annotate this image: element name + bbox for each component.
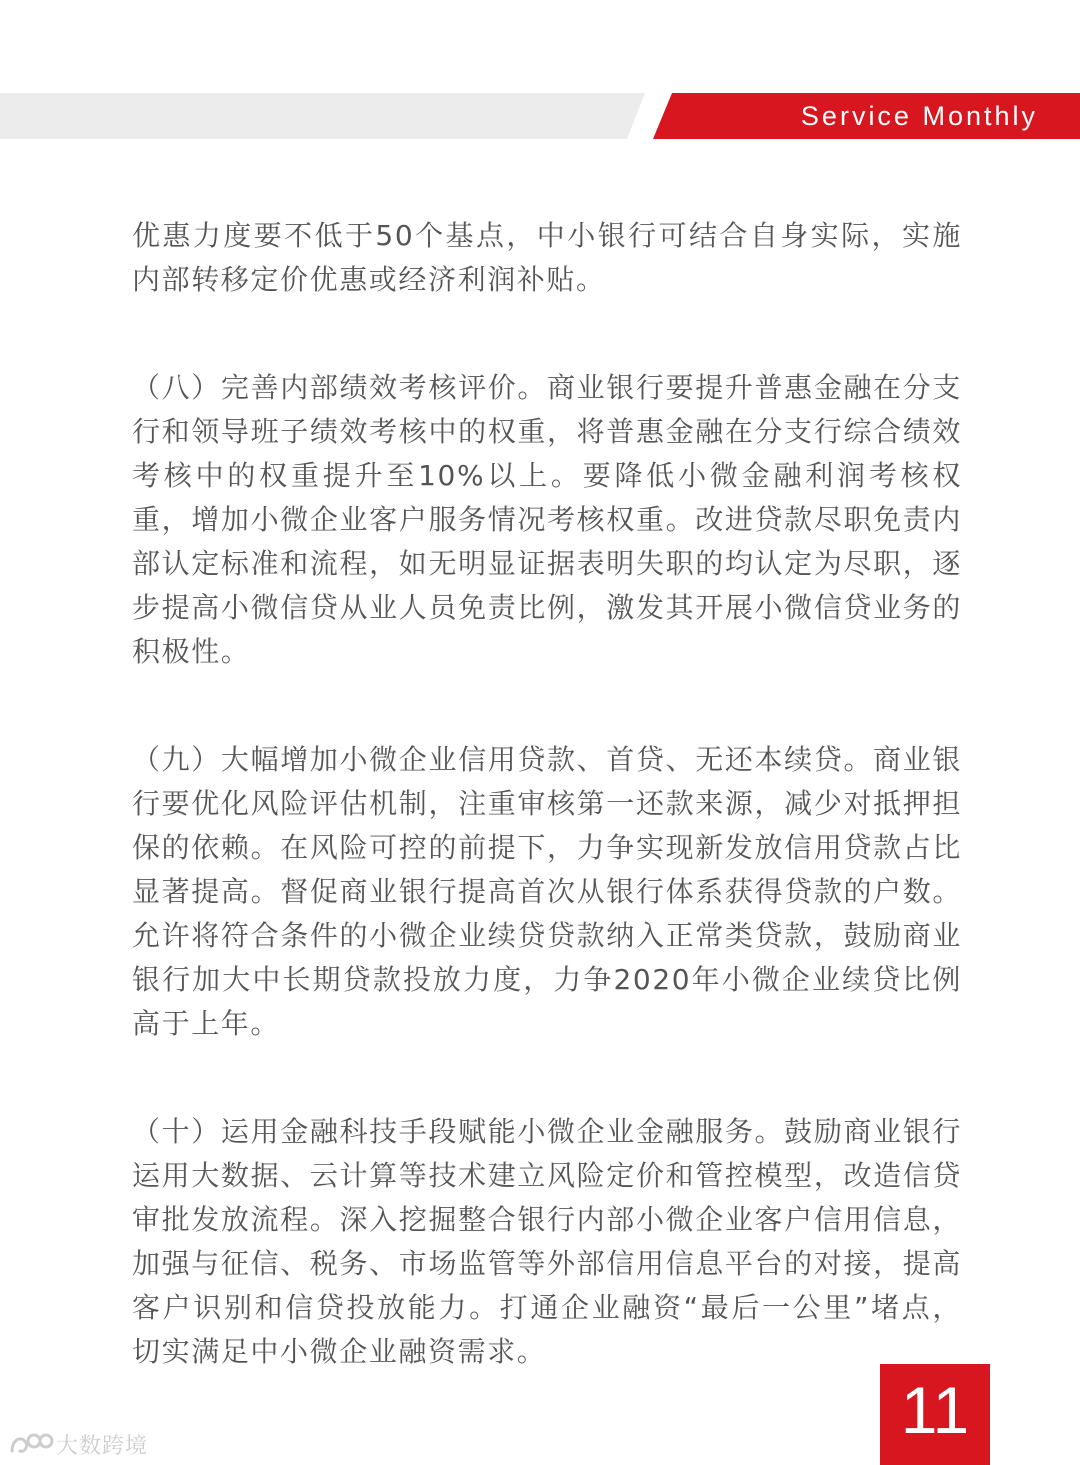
article-body <box>132 214 962 1438</box>
watermark-text: 大数跨境 <box>56 1433 149 1459</box>
paragraph-continuation: 优惠力度要不低于50个基点，中小银行可结合自身实际，实施内部转移定价优惠或经济利润补贴。 <box>132 219 962 296</box>
paragraph-section-8: （八）完善内部绩效考核评价。商业银行要提升普惠金融在分支行和领导班子绩效考核中的权重，将普惠金融在分支行综合绩效考核中的权重提升至10%以上。要降低小微金融利润考核权重，增加小微企业客户服务情况考核权重。改进贷款尽职免责内部认定标准和流程，如无明显证据表明失职的均认定为尽职，逐步提高小微信贷从业人员免责比例，激发其开展小微信贷业务的积极性。 <box>132 371 962 668</box>
paragraph-section-10: （十）运用金融科技手段赋能小微企业金融服务。鼓励商业银行运用大数据、云计算等技术建立风险定价和管控模型，改造信贷审批发放流程。深入挖掘整合银行内部小微企业客户信用信息，加强与征信、税务、市场监管等外部信用信息平台的对接，提高客户识别和信贷投放能力。打通企业融资“最后一公里”堵点，切实满足中小微企业融资需求。 <box>132 1115 962 1368</box>
watermark <box>8 1428 148 1460</box>
header-gray-band <box>0 93 645 139</box>
paragraph-section-9: （九）大幅增加小微企业信用贷款、首贷、无还本续贷。商业银行要优化风险评估机制，注重审核第一还款来源，减少对抵押担保的依赖。在风险可控的前提下，力争实现新发放信用贷款占比显著提高。督促商业银行提高首次从银行体系获得贷款的户数。允许将符合条件的小微企业续贷贷款纳入正常类贷款，鼓励商业银行加大中长期贷款投放力度，力争2020年小微企业续贷比例高于上年。 <box>132 743 962 1040</box>
logo-mark-icon <box>8 1429 54 1459</box>
page-number-badge <box>880 1364 990 1465</box>
page-number: 11 <box>900 1373 970 1447</box>
header-title: Service Monthly <box>800 101 1038 131</box>
